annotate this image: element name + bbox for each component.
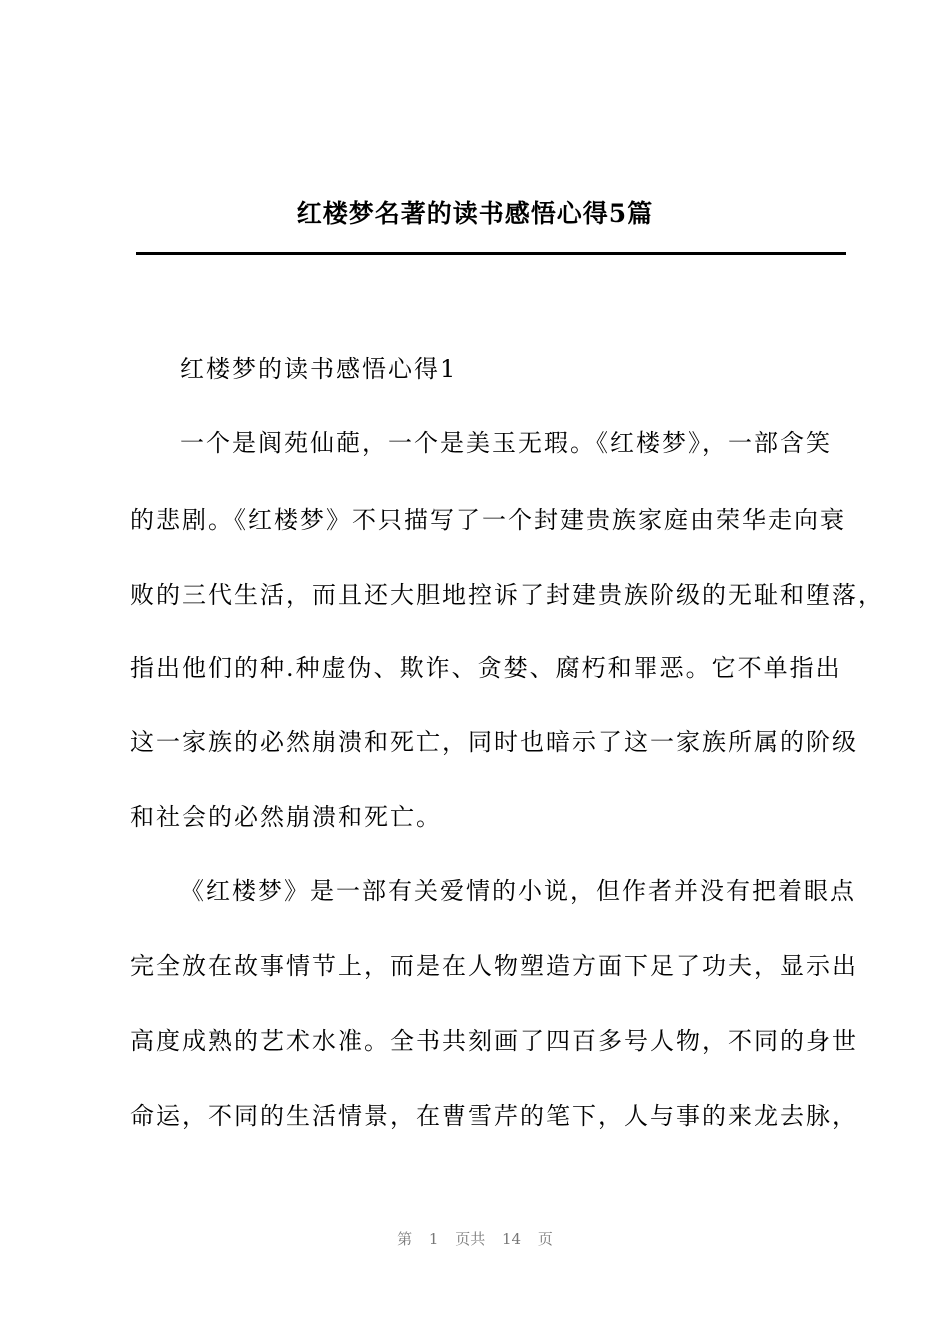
- paragraph-line: 完全放在故事情节上，而是在人物塑造方面下足了功夫，显示出: [130, 952, 858, 980]
- section-heading: 红楼梦的读书感悟心得1: [180, 355, 458, 383]
- paragraph-line: 的悲剧。《红楼梦》不只描写了一个封建贵族家庭由荣华走向衰: [130, 506, 846, 534]
- page-number-footer: 第 1 页共 14 页: [397, 1230, 553, 1248]
- paragraph-line: 命运，不同的生活情景，在曹雪芹的笔下，人与事的来龙去脉，: [130, 1102, 858, 1130]
- paragraph-line: 一个是阆苑仙葩，一个是美玉无瑕。《红楼梦》，一部含笑: [180, 429, 832, 457]
- paragraph-line: 高度成熟的艺术水准。全书共刻画了四百多号人物，不同的身世: [130, 1027, 858, 1055]
- paragraph-line: 败的三代生活，而且还大胆地控诉了封建贵族阶级的无耻和堕落，: [130, 581, 884, 609]
- paragraph-line: 指出他们的种.种虚伪、欺诈、贪婪、腐朽和罪恶。它不单指出: [130, 654, 842, 682]
- document-title: 红楼梦名著的读书感悟心得5篇: [296, 199, 654, 228]
- paragraph-line: 《红楼梦》是一部有关爱情的小说，但作者并没有把着眼点: [180, 877, 856, 905]
- paragraph-line: 和社会的必然崩溃和死亡。: [130, 803, 442, 831]
- title-divider: [136, 252, 846, 255]
- paragraph-line: 这一家族的必然崩溃和死亡，同时也暗示了这一家族所属的阶级: [130, 728, 858, 756]
